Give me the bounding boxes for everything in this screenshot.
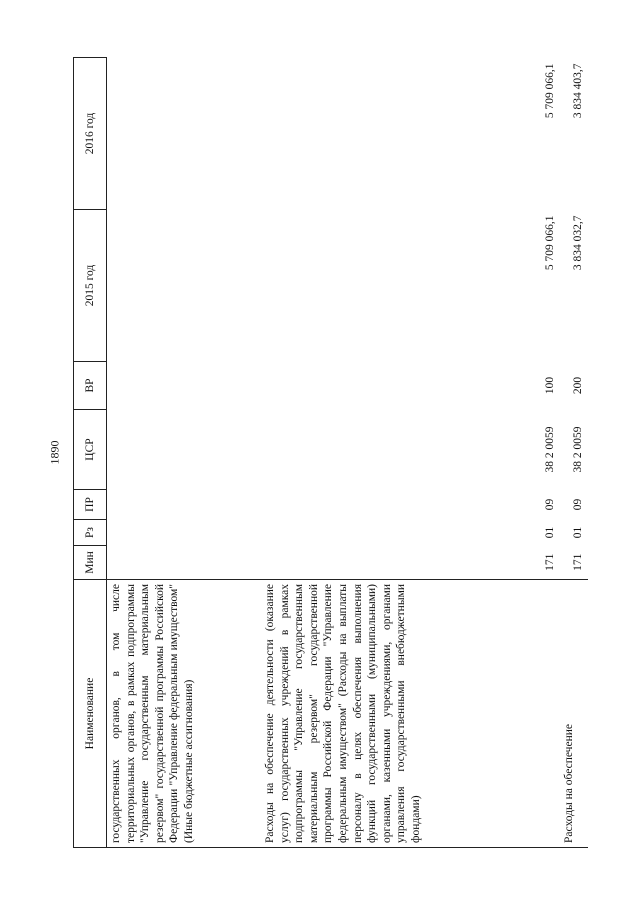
row-2015: 5 709 066,1 xyxy=(544,215,557,271)
row-rz xyxy=(107,520,262,546)
row-name: государственных органов, в том числе территориальных органов, в рамках подпрограммы "Управление государственным материальным резервом" государственной программы Российской Федерации "Управление федеральным имуществом" (Иные бюджетные ассигнования) xyxy=(107,580,262,848)
header-pr: ПР xyxy=(74,490,107,520)
budget-table xyxy=(73,57,588,848)
row-rz: 01 xyxy=(572,526,585,539)
row-2015: 3 834 032,7 xyxy=(572,215,585,271)
row-pr xyxy=(107,490,262,520)
row-csr: 38 2 0059 xyxy=(572,426,585,473)
row-min xyxy=(107,546,262,580)
row-pr: 09 xyxy=(572,498,585,511)
row-vr: 200 xyxy=(572,376,585,395)
row-2015 xyxy=(107,210,262,362)
table-row xyxy=(107,58,262,848)
row-vr: 100 xyxy=(544,376,557,395)
row-name: Расходы на обеспечение xyxy=(560,580,588,848)
header-name: Наименование xyxy=(74,580,107,848)
header-csr: ЦСР xyxy=(74,410,107,490)
row-name: Расходы на обеспечение деятельности (оказание услуг) государственных учреждений в рамках подпрограммы "Управление государственным материальным резервом" государственной программы Российской Федерации "Управление федеральным имуществом" (Расходы на выплаты персоналу в целях обеспечения выполнения функций государственными (муниципальными) органами, казенными учреждениями, органами управления государственными внебюджетными фондами) xyxy=(261,580,560,848)
page-number: 1890 xyxy=(47,440,62,465)
row-csr xyxy=(107,410,262,490)
row-2016: 3 834 403,7 xyxy=(572,63,585,119)
rotated-table-page xyxy=(73,58,613,848)
header-vr: ВР xyxy=(74,362,107,410)
header-min: Мин xyxy=(74,546,107,580)
header-2015: 2015 год xyxy=(74,210,107,362)
row-min: 171 xyxy=(572,553,585,571)
table-header-row xyxy=(74,58,107,848)
row-pr: 09 xyxy=(544,498,557,511)
table-row xyxy=(261,58,560,848)
table-row xyxy=(560,58,588,848)
header-rz: Рз xyxy=(74,520,107,546)
row-csr: 38 2 0059 xyxy=(544,426,557,473)
row-2016 xyxy=(107,58,262,210)
row-min: 171 xyxy=(544,553,557,571)
row-2016: 5 709 066,1 xyxy=(544,63,557,119)
row-vr xyxy=(107,362,262,410)
header-2016: 2016 год xyxy=(74,58,107,210)
row-rz: 01 xyxy=(544,526,557,539)
